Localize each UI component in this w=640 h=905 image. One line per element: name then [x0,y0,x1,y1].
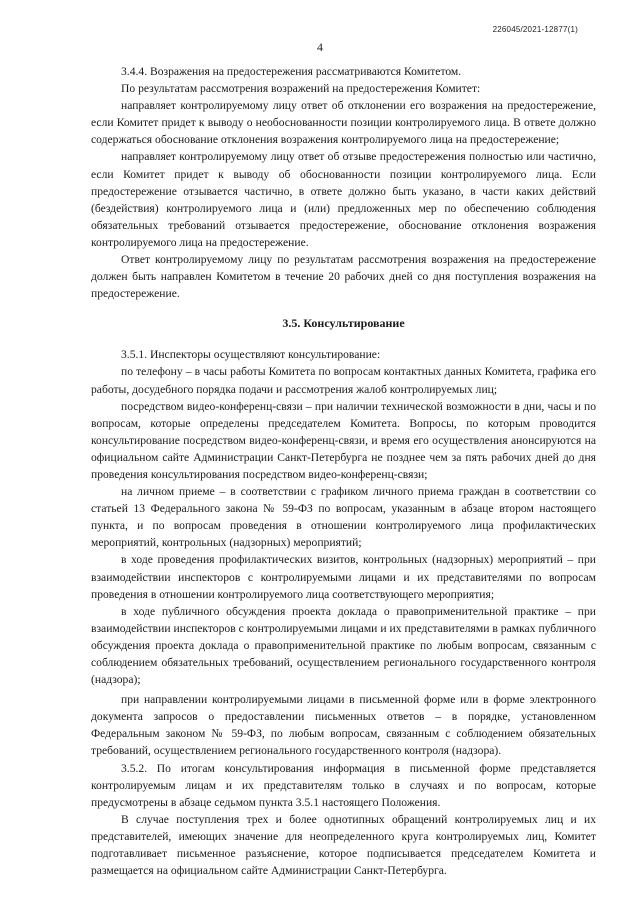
paragraph-results-intro: По результатам рассмотрения возражений на предостережения Комитет: [121,82,481,96]
paragraph-withdrawal: направляет контролируемому лицу ответ об отзыве предостережения полностью или частично, если Комитет придет к выводу об обоснованности позиции контролируемого лица. Если предостережение отзывается частично, в ответе должно быть указано, в части каких действий (бездействия) контролируемого лица и (или) предложенных мер по обеспечению соблюдения обязательных требований отзывается предостережение, обоснование отклонения возражения контролируемого лица на предостережение. [91,150,596,249]
paragraph-preventive-visits: в ходе проведения профилактических визитов, контрольных (надзорных) мероприятий – при взаимодействии инспекторов с контролируемыми лицами и их представителями по вопросам проведения в отношении контролируемого лица соответствующего мероприятия; [91,553,596,601]
paragraph-response-deadline: Ответ контролируемому лицу по результатам рассмотрения возражения на предостережение должен быть направлен Комитетом в течение 20 рабочих дней со дня поступления возражения на предостережение. [91,253,596,301]
document-id: 226045/2021-12877(1) [492,25,578,34]
paragraph-personal-reception: на личном приеме – в соответствии с графиком личного приема граждан в соответствии со статьей 13 Федерального закона № 59-ФЗ по вопросам, указанным в абзаце втором настоящего пункта, и по вопросам проведения в отношении контролируемого лица профилактических мероприятий, контрольных (надзорных) мероприятий; [91,485,596,550]
paragraph-written-requests: при направлении контролируемыми лицами в письменной форме или в форме электронного документа запросов о предоставлении письменных ответов – в порядке, установленном Федеральным законом № 59-ФЗ, по любым вопросам, связанным с соблюдением обязательных требований, осуществлением регионального государственного контроля (надзора). [91,693,596,758]
paragraph-video-conference: посредством видео-конференц-связи – при наличии технической возможности в дни, часы и по вопросам, которые определены председателем Комитета. Вопросы, по которым проводится консультирование посредством видео-конференц-связи, и время его осуществления анонсируются на официальном сайте Администрации Санкт-Петербурга не позднее чем за пять рабочих дней до дня проведения консультирования посредством видео-конференц-связи; [91,399,596,481]
document-body [91,63,596,879]
section-heading-consulting: 3.5. Консультирование [282,316,405,331]
paragraph-uniform-requests: В случае поступления трех и более однотипных обращений контролируемых лиц и их представителей, имеющих значение для неопределенного круга контролируемых лиц, Комитет подготавливает письменное разъяснение, которое подписывается председателем Комитета и размещается на официальном сайте Администрации Санкт-Петербурга. [91,812,596,878]
paragraph-public-discussion: в ходе публичного обсуждения проекта доклада о правоприменительной практике – при взаимодействии инспекторов с контролируемыми лицами и их представителями в рамках публичного обсуждения проекта доклада о правоприменительной практике по любым вопросам, связанным с соблюдением обязательных требований, осуществлением регионального государственного контроля (надзора); [91,604,596,687]
paragraph-by-phone: по телефону – в часы работы Комитета по вопросам контактных данных Комитета, графика его работы, досудебного порядка подачи и рассмотрения жалоб контролируемых лиц; [91,365,596,396]
page-number: 4 [317,40,323,54]
paragraph-3-4-4: 3.4.4. Возражения на предостережения рассматриваются Комитетом. [121,65,462,78]
paragraph-3-5-2: 3.5.2. По итогам консультирования информация в письменной форме представляется контролируемым лицам и их представителям только в случаях и по вопросам, которые предусмотрены в абзаце седьмом пункта 3.5.1 настоящего Положения. [91,761,596,809]
paragraph-3-5-1: 3.5.1. Инспекторы осуществляют консультирование: [121,348,381,362]
paragraph-rejection: направляет контролируемому лицу ответ об отклонении его возражения на предостережение, если Комитет придет к выводу о необоснованности позиции контролируемого лица. В ответе должно содержаться обоснование отклонения возражения контролируемого лица на предостережение; [91,99,596,147]
